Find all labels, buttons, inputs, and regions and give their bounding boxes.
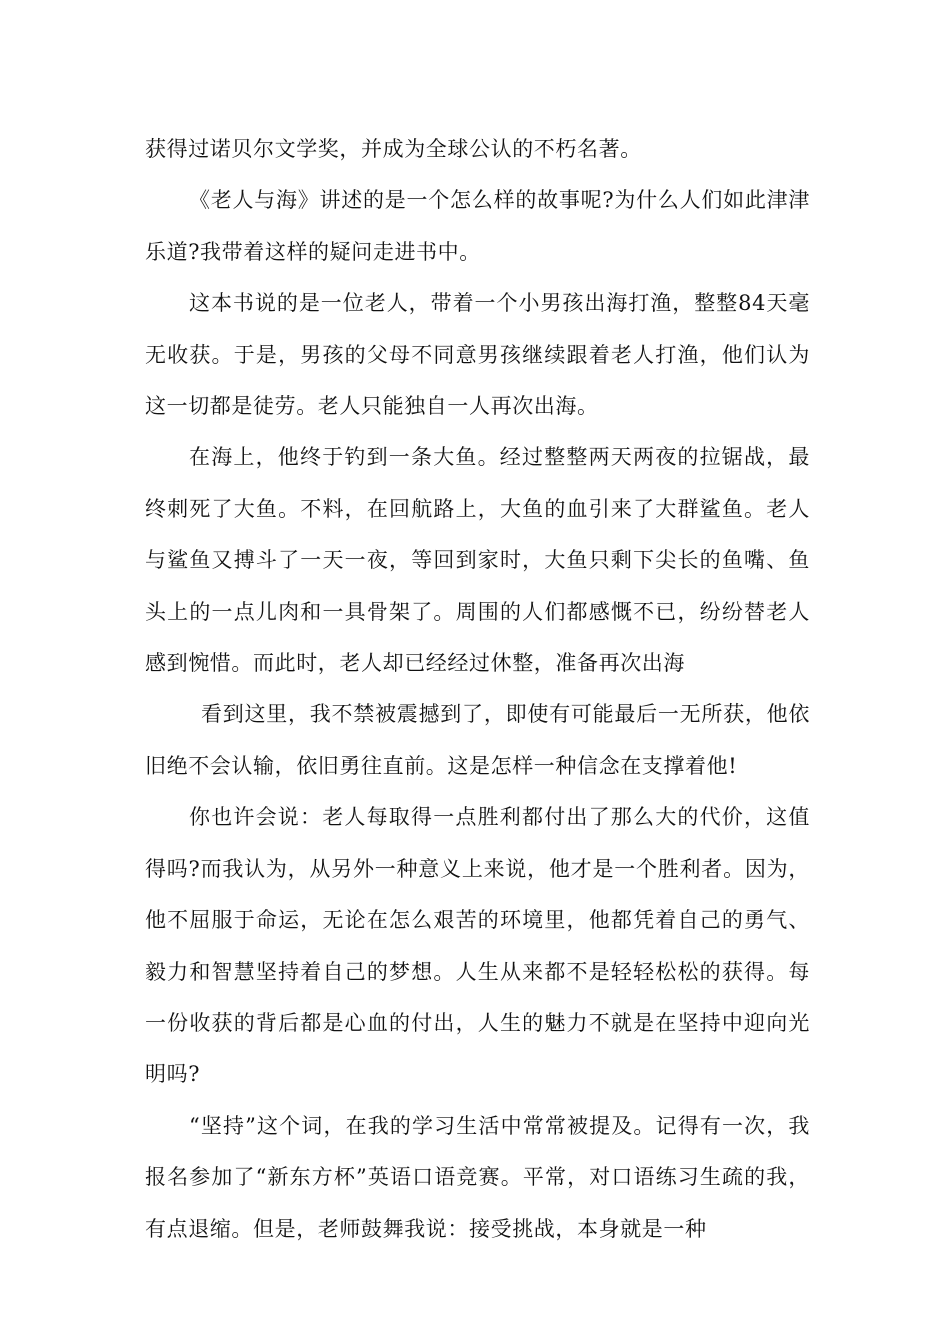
- paragraph-3: 这本书说的是一位老人，带着一个小男孩出海打渔，整整84天毫无收获。于是，男孩的父母不同意男孩继续跟着老人打渔，他们认为这一切都是徒劳。老人只能独自一人再次出海。: [145, 291, 810, 419]
- paragraph-1: 获得过诺贝尔文学奖，并成为全球公认的不朽名著。: [145, 137, 642, 161]
- paragraph-4: 在海上，他终于钓到一条大鱼。经过整整两天两夜的拉锯战，最终刺死了大鱼。不料，在回航路上，大鱼的血引来了大群鲨鱼。老人与鲨鱼又搏斗了一天一夜，等回到家时，大鱼只剩下尖长的鱼嘴、鱼头上的一点儿肉和一具骨架了。周围的人们都感慨不已，纷纷替老人感到惋惜。而此时，老人却已经经过休整，准备再次出海: [145, 445, 810, 676]
- paragraph-5: 看到这里，我不禁被震撼到了，即使有可能最后一无所获，他依旧绝不会认输，依旧勇往直前。这是怎样一种信念在支撑着他!: [145, 702, 810, 778]
- paragraph-2: 《老人与海》讲述的是一个怎么样的故事呢?为什么人们如此津津乐道?我带着这样的疑问走进书中。: [145, 188, 810, 264]
- paragraph-7: “坚持”这个词，在我的学习生活中常常被提及。记得有一次，我报名参加了“新东方杯”英语口语竞赛。平常，对口语练习生疏的我，有点退缩。但是，老师鼓舞我说：接受挑战，本身就是一种: [145, 1113, 810, 1241]
- paragraph-6: 你也许会说：老人每取得一点胜利都付出了那么大的代价，这值得吗?而我认为，从另外一种意义上来说，他才是一个胜利者。因为，他不屈服于命运，无论在怎么艰苦的环境里，他都凭着自己的勇气、毅力和智慧坚持着自己的梦想。人生从来都不是轻轻松松的获得。每一份收获的背后都是心血的付出，人生的魅力不就是在坚持中迎向光明吗?: [145, 805, 810, 1087]
- document-body: [145, 124, 810, 1255]
